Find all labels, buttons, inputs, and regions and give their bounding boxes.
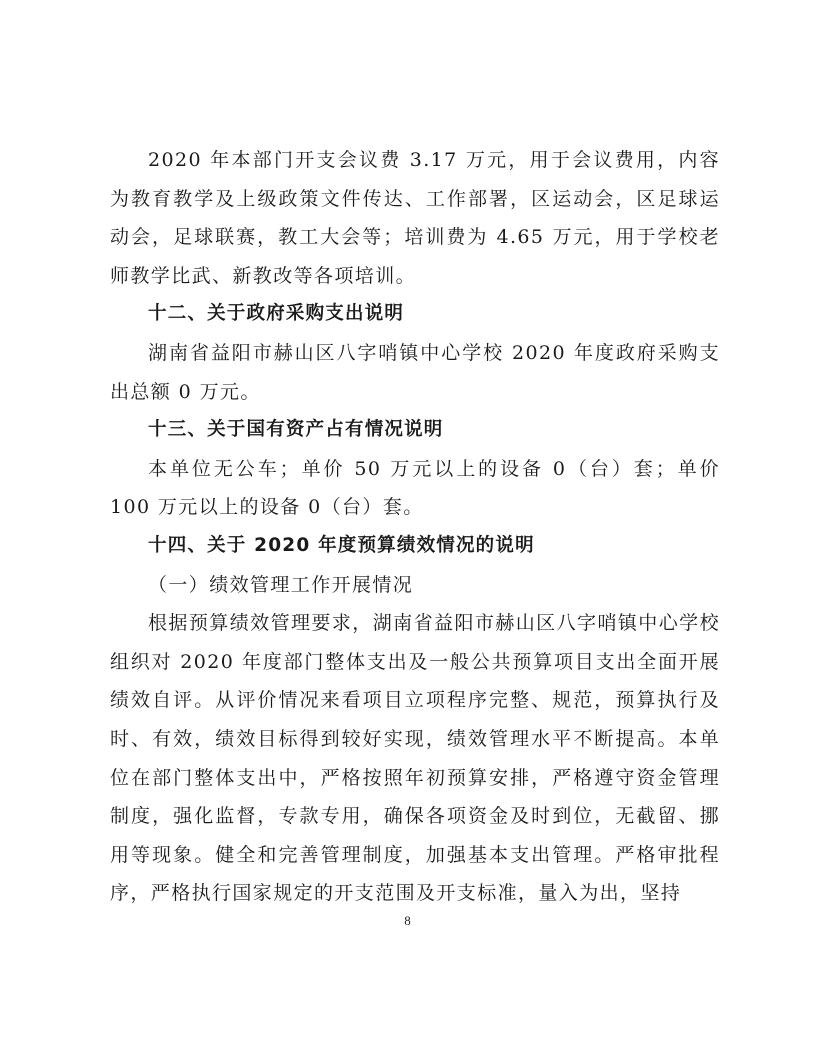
paragraph-meeting-training-fees: 2020 年本部门开支会议费 3.17 万元，用于会议费用，内容为教育教学及上级政策文件传达、工作部署，区运动会，区足球运动会，足球联赛，教工大会等；培训费为 4.65 万元，用于学校老师教学比武、新教改等各项培训。	[110, 149, 720, 287]
subheading-performance-management: （一）绩效管理工作开展情况	[148, 573, 414, 596]
heading-state-assets: 十三、关于国有资产占有情况说明	[148, 419, 444, 441]
paragraph-assets-detail: 本单位无公车；单价 50 万元以上的设备 0（台）套；单价 100 万元以上的设备 0（台）套。	[110, 457, 720, 519]
heading-budget-performance: 十四、关于 2020 年度预算绩效情况的说明	[148, 534, 535, 556]
document-body	[110, 141, 720, 913]
page-number: 8	[404, 913, 411, 928]
paragraph-procurement-total: 湖南省益阳市赫山区八字哨镇中心学校 2020 年度政府采购支出总额 0 万元。	[110, 341, 720, 403]
heading-government-procurement: 十二、关于政府采购支出说明	[148, 303, 405, 325]
paragraph-performance-evaluation: 根据预算绩效管理要求，湖南省益阳市赫山区八字哨镇中心学校组织对 2020 年度部门整体支出及一般公共预算项目支出全面开展绩效自评。从评价情况来看项目立项程序完整、规范，预算执行及时、有效，绩效目标得到较好实现，绩效管理水平不断提高。本单位在部门整体支出中，严格按照年初预算安排，严格遵守资金管理制度，强化监督，专款专用，确保各项资金及时到位，无截留、挪用等现象。健全和完善管理制度，加强基本支出管理。严格审批程序，严格执行国家规定的开支范围及开支标准，量入为出，坚持	[110, 612, 720, 905]
